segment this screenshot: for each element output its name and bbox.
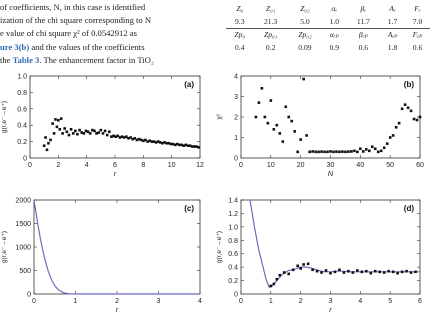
table-cell: Z₀	[236, 4, 244, 13]
data-point	[308, 151, 311, 154]
x-axis-label: r	[329, 305, 332, 313]
data-point	[347, 150, 350, 153]
data-point	[314, 151, 317, 154]
x-tick-label: 1	[73, 298, 78, 305]
data-point	[335, 150, 338, 153]
data-point	[49, 139, 52, 142]
y-tick-label: 1.0	[228, 224, 238, 232]
x-tick-label: 40	[356, 162, 365, 169]
y-tick-label: 1.2	[228, 210, 238, 218]
data-point	[70, 128, 73, 131]
x-tick-label: 12	[196, 162, 204, 169]
data-point	[46, 149, 49, 152]
x-tick-label: 60	[416, 162, 424, 169]
chart-panel-b	[215, 66, 425, 180]
x-tick-label: 2	[298, 298, 303, 305]
text-line: the Table 3. The enhancement factor in TiO₂	[0, 54, 154, 65]
data-point	[416, 119, 419, 122]
data-point	[56, 126, 59, 129]
data-point	[378, 271, 381, 274]
data-point	[326, 151, 329, 154]
data-point	[347, 270, 350, 273]
y-tick-label: 3	[234, 94, 238, 101]
data-point	[296, 265, 299, 268]
x-tick-label: 0	[32, 298, 36, 305]
data-point	[276, 278, 279, 281]
data-point	[47, 142, 50, 145]
data-point	[338, 269, 341, 272]
y-tick-label: 0.2	[17, 139, 27, 147]
table-row	[226, 41, 430, 54]
table-cell: 0.6	[358, 43, 369, 52]
data-point	[386, 142, 389, 145]
data-point	[57, 119, 60, 122]
data-point	[292, 269, 295, 272]
data-point	[413, 118, 416, 121]
y-tick-label: 0	[23, 155, 27, 163]
table-cell: 0.2	[265, 43, 276, 52]
data-point	[383, 271, 386, 274]
data-point	[410, 271, 413, 274]
data-point	[264, 116, 267, 119]
data-point	[270, 99, 273, 102]
table-header-row	[226, 28, 430, 41]
table-cell: 7.0	[412, 16, 423, 26]
data-point	[66, 130, 69, 133]
data-point	[374, 270, 377, 273]
data-point	[276, 124, 279, 127]
data-point	[401, 108, 404, 111]
data-point	[352, 271, 355, 274]
data-point	[332, 151, 335, 154]
plot-frame	[34, 200, 200, 294]
data-point	[365, 270, 368, 273]
data-point	[74, 130, 77, 133]
data-point	[53, 132, 56, 135]
x-tick-label: 10	[167, 162, 176, 169]
data-point	[374, 147, 377, 150]
chart-panel-d	[215, 190, 425, 313]
data-point	[320, 150, 323, 153]
y-tick-label: 0	[234, 291, 238, 299]
data-point	[284, 105, 287, 108]
data-point	[329, 272, 332, 275]
data-point	[380, 150, 383, 153]
data-point	[255, 116, 258, 119]
data-point	[299, 267, 302, 270]
data-point	[68, 134, 71, 137]
x-axis-label: r	[113, 169, 117, 178]
data-point	[299, 138, 302, 141]
x-tick-label: 0	[239, 298, 243, 305]
data-point	[273, 283, 276, 286]
y-tick-label: 0.2	[228, 278, 238, 286]
data-point	[273, 128, 276, 131]
y-tick-label: 0.6	[228, 251, 238, 259]
table-cell: Aₑₚ	[380, 28, 405, 41]
panel-label: (d)	[403, 204, 414, 213]
y-tick-label: 0	[27, 291, 31, 299]
x-tick-label: 1	[268, 298, 273, 305]
y-tick-label: 1	[234, 135, 238, 142]
x-tick-label: 6	[113, 162, 117, 169]
chart-d-svg	[215, 190, 425, 313]
x-tick-label: 2	[115, 298, 119, 305]
data-point	[344, 151, 347, 154]
table-cell: αₑₚ	[322, 28, 346, 41]
y-tick-label: 2	[234, 114, 238, 122]
data-point	[396, 272, 399, 275]
data-point	[316, 270, 319, 273]
table-cell: αₑ	[331, 4, 338, 13]
table-cell: Aₑ	[389, 4, 396, 13]
body-text	[0, 0, 205, 67]
data-point	[365, 148, 368, 151]
data-point	[323, 151, 326, 154]
table-cell: βₑ	[360, 4, 367, 13]
data-point	[414, 271, 417, 274]
table-cell: 0.9	[329, 43, 340, 52]
table-cell: Z₀₂	[300, 4, 310, 13]
data-point	[104, 130, 107, 133]
table-cell: Zp₀	[226, 28, 254, 41]
y-tick-label: 0.6	[17, 106, 27, 114]
data-point	[353, 150, 356, 153]
data-point	[317, 151, 320, 154]
data-point	[51, 122, 54, 125]
data-point	[78, 129, 81, 132]
parameter-table	[226, 2, 430, 54]
x-tick-label: 0	[28, 162, 32, 169]
data-point	[267, 122, 270, 125]
plot-frame	[241, 76, 420, 158]
table-cell: 1.8	[387, 43, 398, 52]
data-point	[296, 151, 299, 154]
data-point	[108, 130, 111, 133]
data-point	[281, 140, 284, 143]
data-point	[387, 270, 390, 273]
chart-b-svg	[215, 66, 425, 180]
table-cell: 21.3	[264, 16, 278, 26]
table-cell: 9.3	[235, 16, 245, 26]
table-cell: 5.0	[300, 16, 310, 26]
x-tick-label: 30	[326, 162, 335, 169]
data-point	[278, 274, 281, 277]
data-point	[305, 134, 308, 137]
data-point	[329, 150, 332, 153]
table-header-row	[226, 2, 430, 15]
data-point	[287, 116, 290, 119]
data-point	[44, 136, 47, 139]
table-cell: Fₑ	[414, 4, 421, 13]
text-line: e value of chi square χ² of 0.0542912 as	[0, 28, 137, 39]
table-reference[interactable]: Table 3	[12, 54, 40, 65]
table-cell: Z₀₁	[265, 4, 276, 13]
series-line	[34, 201, 200, 295]
data-point	[371, 145, 374, 148]
data-point	[76, 133, 79, 136]
x-tick-label: 5	[388, 298, 393, 305]
y-tick-label: 1.0	[17, 73, 27, 81]
y-axis-label: χ²	[216, 114, 223, 120]
x-tick-label: 4	[198, 298, 202, 305]
data-point	[320, 271, 323, 274]
data-point	[325, 269, 328, 272]
figure-reference[interactable]: ure 3(b)	[0, 41, 30, 52]
data-point	[404, 103, 407, 106]
x-tick-label: 4	[84, 162, 89, 169]
data-point	[197, 146, 200, 149]
data-point	[419, 116, 422, 119]
data-point	[361, 271, 364, 274]
table-cell: 0.4	[235, 43, 245, 52]
data-point	[405, 270, 408, 273]
table-cell: Zp₀₂	[288, 28, 322, 41]
y-tick-label: 1.4	[228, 197, 238, 205]
data-point	[398, 122, 401, 125]
data-point	[302, 78, 305, 81]
data-point	[338, 151, 341, 154]
data-point	[58, 128, 61, 131]
data-point	[72, 132, 75, 135]
data-point	[389, 136, 392, 139]
data-point	[278, 132, 281, 135]
y-tick-label: 0.8	[228, 237, 238, 245]
y-tick-label: 0	[234, 155, 238, 163]
y-tick-label: 1500	[15, 221, 31, 228]
data-point	[290, 120, 293, 123]
chart-a-svg	[0, 66, 205, 180]
data-point	[392, 134, 395, 137]
text-line: of coefficients, N, in this case is identified	[0, 2, 146, 12]
data-point	[395, 126, 398, 129]
data-point	[343, 271, 346, 274]
x-tick-label: 0	[239, 162, 243, 169]
data-point	[283, 271, 286, 274]
data-point	[410, 110, 413, 113]
y-axis-label: g(r,e⁻→e⁺)	[1, 230, 8, 264]
chart-c-svg	[0, 190, 205, 313]
data-point	[356, 151, 359, 154]
x-tick-label: 50	[386, 162, 395, 169]
x-tick-label: 10	[266, 162, 275, 169]
data-point	[102, 132, 105, 135]
data-point	[63, 127, 66, 130]
y-axis-label: g(r,e⁻→e⁺)	[1, 100, 8, 134]
x-tick-label: 6	[418, 298, 422, 305]
y-tick-label: 0.4	[228, 264, 238, 272]
data-point	[383, 146, 386, 149]
table-cell: 1.7	[387, 16, 398, 26]
data-point	[106, 134, 109, 137]
data-point	[368, 150, 371, 153]
data-point	[261, 87, 264, 90]
data-point	[369, 272, 372, 275]
y-axis-label: g(r,e⁻→e⁺)	[216, 230, 223, 264]
series-line	[250, 200, 420, 287]
data-point	[93, 130, 96, 133]
y-tick-label: 1000	[15, 244, 31, 252]
y-tick-label: 4	[234, 73, 238, 81]
y-tick-label: 2000	[15, 197, 31, 205]
data-point	[350, 150, 353, 153]
plot-frame	[241, 200, 420, 294]
data-point	[407, 106, 410, 109]
table-cell: 0.6	[412, 43, 423, 52]
data-point	[341, 150, 344, 153]
y-tick-label: 0.8	[17, 89, 27, 97]
data-point	[89, 132, 92, 135]
table-cell: 11.7	[356, 16, 370, 26]
panel-label: (b)	[403, 80, 414, 89]
table-cell: 0.09	[298, 43, 312, 52]
table-cell: Fₑₚ	[405, 28, 430, 41]
x-tick-label: 3	[328, 298, 333, 305]
text-line: ization of the chi square corresponding to N	[0, 15, 152, 26]
x-axis-label: r	[115, 305, 119, 313]
data-point	[61, 132, 64, 135]
data-point	[359, 147, 362, 150]
data-point	[392, 271, 395, 274]
chart-panel-a	[0, 66, 205, 180]
panel-label: (c)	[184, 204, 194, 213]
x-tick-label: 3	[156, 298, 161, 305]
data-point	[311, 269, 314, 272]
data-point	[401, 271, 404, 274]
x-tick-label: 2	[56, 162, 61, 169]
table-cell: Zp₀₁	[254, 28, 288, 41]
panel-label: (a)	[184, 80, 194, 89]
data-point	[334, 271, 337, 274]
chart-panel-c	[0, 190, 205, 313]
data-point	[356, 269, 359, 272]
x-tick-label: 20	[296, 162, 305, 169]
data-point	[258, 101, 261, 104]
data-point	[100, 129, 103, 132]
text-line: ure 3(b) and the values of the coefficients	[0, 41, 145, 52]
data-point	[362, 150, 365, 153]
x-tick-label: 8	[141, 162, 146, 169]
data-point	[293, 130, 296, 133]
y-tick-label: 500	[19, 268, 31, 275]
x-tick-label: 4	[358, 298, 363, 305]
table-cell: 1.0	[329, 16, 340, 26]
table-row	[226, 15, 430, 28]
data-point	[377, 151, 380, 154]
x-axis-label: N	[327, 169, 334, 178]
data-point	[287, 273, 290, 276]
data-point	[97, 131, 100, 134]
data-point	[302, 263, 305, 266]
data-point	[83, 132, 86, 135]
data-point	[307, 262, 310, 265]
data-point	[60, 117, 63, 120]
data-point	[54, 118, 57, 121]
data-point	[311, 150, 314, 153]
data-point	[270, 285, 273, 288]
data-point	[43, 144, 46, 147]
y-tick-label: 0.4	[17, 122, 27, 130]
table-cell: βₑₚ	[347, 28, 381, 41]
